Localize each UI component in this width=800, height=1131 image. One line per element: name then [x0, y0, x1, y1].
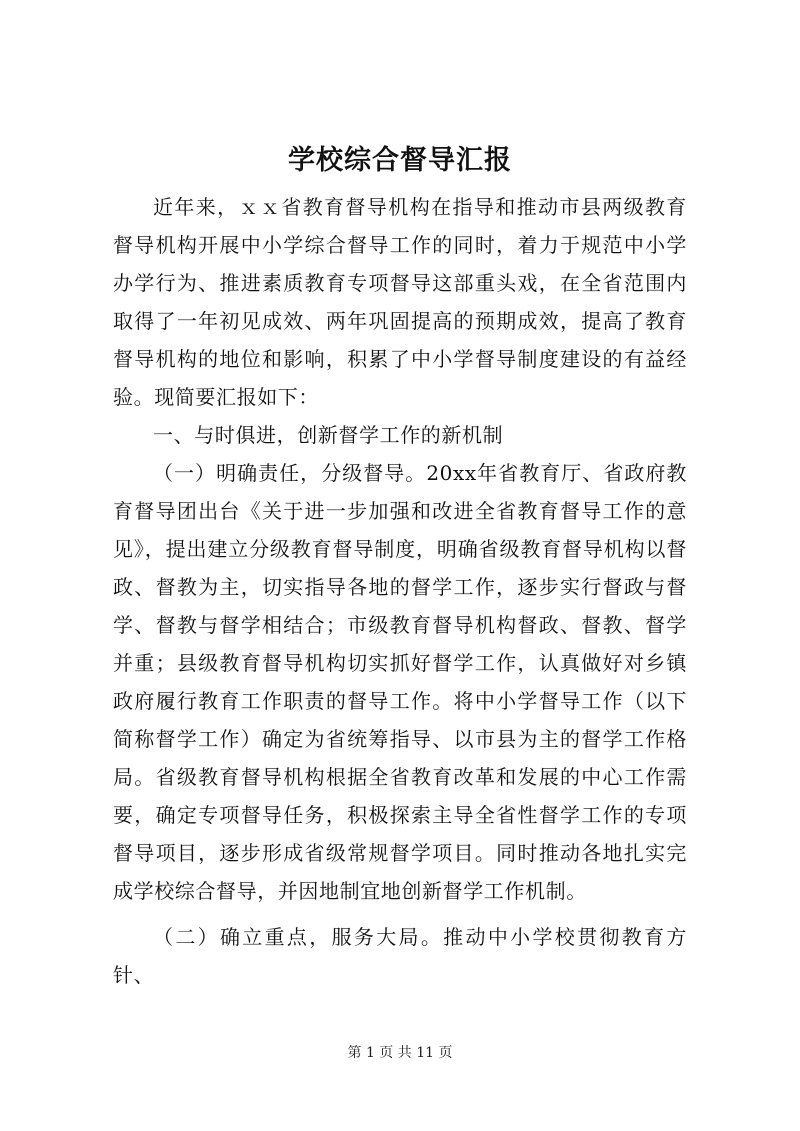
- paragraph-clarify-responsibility: （一）明确责任，分级督导。20xx年省教育厅、省政府教育督导团出台《关于进一步加强和改进全省教育督导工作的意见》，提出建立分级教育督导制度，明确省级教育督导机构以督政、督教为主，切实指导各地的督学工作，逐步实行督政与督学、督教与督学相结合；市级教育督导机构督政、督教、督学并重；县级教育督导机构切实抓好督学工作，认真做好对乡镇政府履行教育工作职责的督导工作。将中小学督导工作（以下简称督学工作）确定为省统筹指导、以市县为主的督学工作格局。省级教育督导机构根据全省教育改革和发展的中心工作需要，确定专项督导任务，积极探索主导全省性督学工作的专项督导项目，逐步形成省级常规督学项目。同时推动各地扎实完成学校综合督导，并因地制宜地创新督学工作机制。: [113, 461, 687, 903]
- document-title: 学校综合督导汇报: [288, 145, 512, 176]
- document-body: [113, 188, 687, 994]
- section-heading-1: 一、与时俱进，创新督学工作的新机制: [153, 423, 504, 447]
- paragraph-establish-focus: （二）确立重点，服务大局。推动中小学校贯彻教育方针、: [113, 925, 687, 987]
- paragraph-intro: 近年来，ｘｘ省教育督导机构在指导和推动市县两级教育督导机构开展中小学综合督导工作的同时，着力于规范中小学办学行为、推进素质教育专项督导这部重头戏，在全省范围内取得了一年初见成效、两年巩固提高的预期成效，提高了教育督导机构的地位和影响，积累了中小学督导制度建设的有益经验。现简要汇报如下：: [113, 195, 687, 409]
- page-footer: 第 1 页 共 11 页: [347, 1045, 453, 1061]
